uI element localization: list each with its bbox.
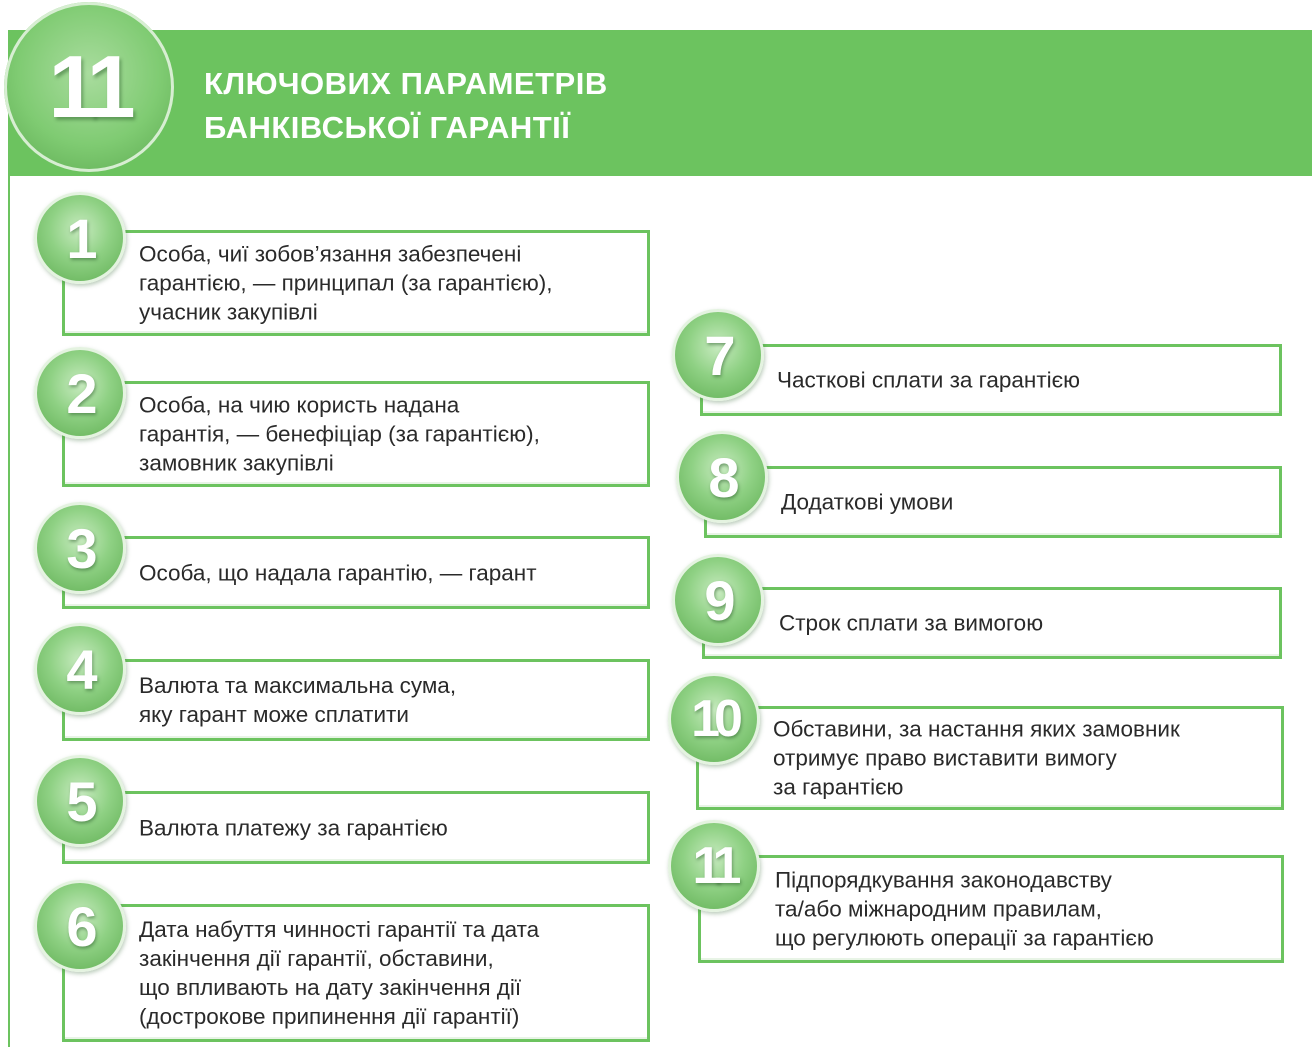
parameter-number-badge [34,755,126,847]
parameter-description-line: за гарантією [773,774,904,800]
page-title [204,62,608,150]
parameter-number: 2 [66,361,94,425]
parameter-box [62,791,650,864]
parameter-description [139,558,635,587]
parameter-number-badge [668,820,760,912]
parameter-description [139,391,635,478]
parameter-number-badge [34,880,126,972]
parameter-description-line: Строк сплати за вимогою [779,610,1044,636]
parameter-number-badge [668,673,760,765]
parameter-description-line: Дата набуття чинності гарантії та дата [139,917,540,942]
parameter-number-badge [34,623,126,715]
parameter-box [62,536,650,609]
parameter-description-line: гарантією, — принципал (за гарантією), [139,270,553,296]
parameter-description [775,866,1269,953]
parameter-description [139,915,635,1031]
parameter-number-badge [676,431,768,523]
parameter-number: 3 [66,516,94,580]
parameter-box [62,904,650,1042]
parameter-description-line: що впливають на дату закінчення дії [139,975,522,1000]
parameter-number: 5 [66,769,94,833]
parameter-description-line: гарантія, — бенефіціар (за гарантією), [139,421,540,447]
page-title-line-2: БАНКІВСЬКОЇ ГАРАНТІЇ [204,110,571,145]
parameter-number-badge [34,347,126,439]
parameter-number-badge [672,554,764,646]
parameter-box [704,466,1282,538]
left-divider [8,176,10,1047]
parameter-description-line: (дострокове припинення дії гарантії) [139,1004,520,1029]
parameter-number: 1 [66,206,94,270]
parameter-number-badge [672,309,764,401]
parameter-number: 8 [708,445,736,509]
header-number-badge [4,2,174,172]
parameter-description-line: Підпорядкування законодавству [775,867,1112,893]
parameter-description-line: Часткові сплати за гарантією [777,367,1081,393]
parameter-box [700,344,1282,416]
parameter-description-line: Особа, що надала гарантію, — гарант [139,560,537,585]
parameter-box [702,587,1282,659]
parameter-number: 4 [66,637,94,701]
parameter-description-line: учасник закупівлі [139,299,318,325]
parameter-description-line: Особа, чиї зобов’язання забезпечені [139,241,522,267]
parameter-number: 11 [692,837,736,895]
parameter-description-line: Валюта платежу за гарантією [139,815,448,840]
parameter-description [781,488,1267,517]
parameter-number: 9 [704,568,732,632]
parameter-box [62,230,650,336]
parameter-box [698,855,1284,963]
parameter-description-line: Обставини, за настання яких замовник [773,716,1180,742]
parameter-description [773,715,1269,802]
parameter-description-line: та/або міжнародним правилам, [775,896,1102,922]
parameter-description-line: закінчення дії гарантії, обставини, [139,946,494,971]
parameter-description-line: Особа, на чию користь надана [139,392,460,418]
parameter-number-badge [34,192,126,284]
parameter-box [696,706,1284,810]
page-title-line-1: КЛЮЧОВИХ ПАРАМЕТРІВ [204,66,608,101]
header-number: 11 [48,37,130,136]
parameter-description [139,671,635,729]
parameter-description [777,366,1267,395]
parameter-description-line: що регулюють операції за гарантією [775,925,1154,951]
parameter-number-badge [34,502,126,594]
parameter-description-line: Валюта та максимальна сума, [139,673,457,698]
parameter-description-line: Додаткові умови [781,489,954,515]
parameter-description [779,609,1267,638]
parameter-description [139,813,635,842]
parameter-description-line: яку гарант може сплатити [139,702,409,727]
parameter-number: 7 [704,323,732,387]
parameter-box [62,381,650,487]
parameter-description-line: замовник закупівлі [139,450,334,476]
parameter-description-line: отримує право виставити вимогу [773,745,1117,771]
parameter-number: 10 [691,690,737,748]
parameter-description [139,240,635,327]
parameter-box [62,659,650,741]
parameter-number: 6 [66,894,94,958]
